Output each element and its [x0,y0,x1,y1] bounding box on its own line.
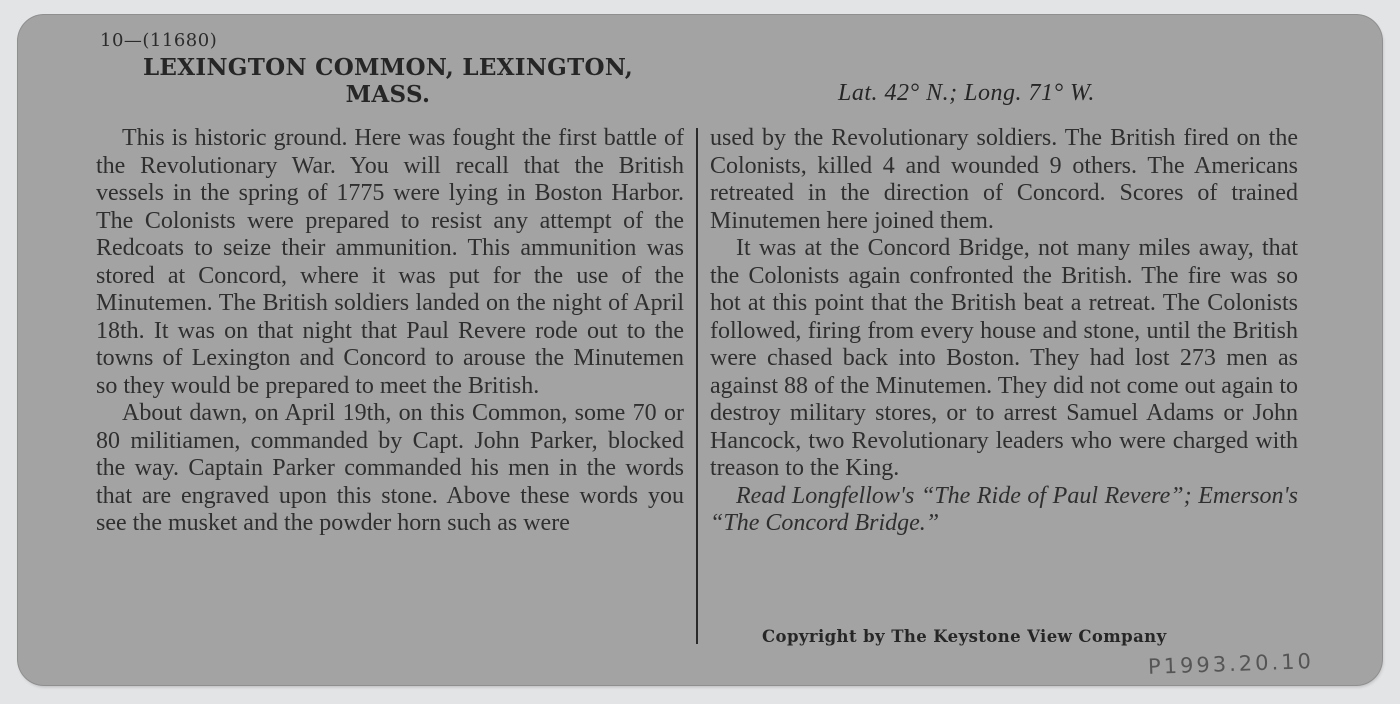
card-title-line-2: MASS. [345,81,431,108]
card-title [98,54,678,108]
suggested-reading: Read Longfellow's “The Ride of Paul Revere”; Emerson's “The Concord Bridge.” [710,482,1298,536]
coordinates: Lat. 42° N.; Long. 71° W. [838,80,1095,106]
card-title-line-1: LEXINGTON COMMON, LEXINGTON, [142,54,634,81]
column-divider [696,128,698,644]
right-paragraph-2: It was at the Concord Bridge, not many miles away, that the Colonists again confronted the British. The fire was so hot at this point that the British beat a retreat. The Colonists followed, firing from every house and stone, until the British were chased back into Boston. They had lost 273 men as against 88 of the Minutemen. They did not come out again to destroy military stores, or to arrest Samuel Adams or John Hancock, two Revolutionary leaders who were charged with treason to the King. [710,235,1298,481]
copyright-notice: Copyright by The Keystone View Company [762,627,1167,646]
left-paragraph-1: This is historic ground. Here was fought the first battle of the Revolutionary War. You will recall that the British vessels in the spring of 1775 were lying in Boston Harbor. The Colonists were prepared to resist any attempt of the Redcoats to seize their ammunition. This ammunition was stored at Concord, where it was put for the use of the Minutemen. The British soldiers landed on the night of April 18th. It was on that night that Paul Revere rode out to the towns of Lexington and Concord to arouse the Minutemen so they would be prepared to meet the British. [96,125,684,399]
accession-number: P1993.20.10 [1147,649,1315,679]
left-paragraph-2: About dawn, on April 19th, on this Common, some 70 or 80 militiamen, commanded by Capt. John Parker, blocked the way. Captain Parker commanded his men in the words that are engraved upon this stone. Above these words you see the musket and the powder horn such as were [96,400,684,536]
right-text-column [710,125,1298,538]
left-text-column [96,125,684,538]
card-serial-number: 10—(11680) [100,30,218,51]
right-paragraph-1: used by the Revolutionary soldiers. The British fired on the Colonists, killed 4 and wounded 9 others. The Americans retreated in the direction of Concord. Scores of trained Minutemen here joined them. [710,125,1298,234]
